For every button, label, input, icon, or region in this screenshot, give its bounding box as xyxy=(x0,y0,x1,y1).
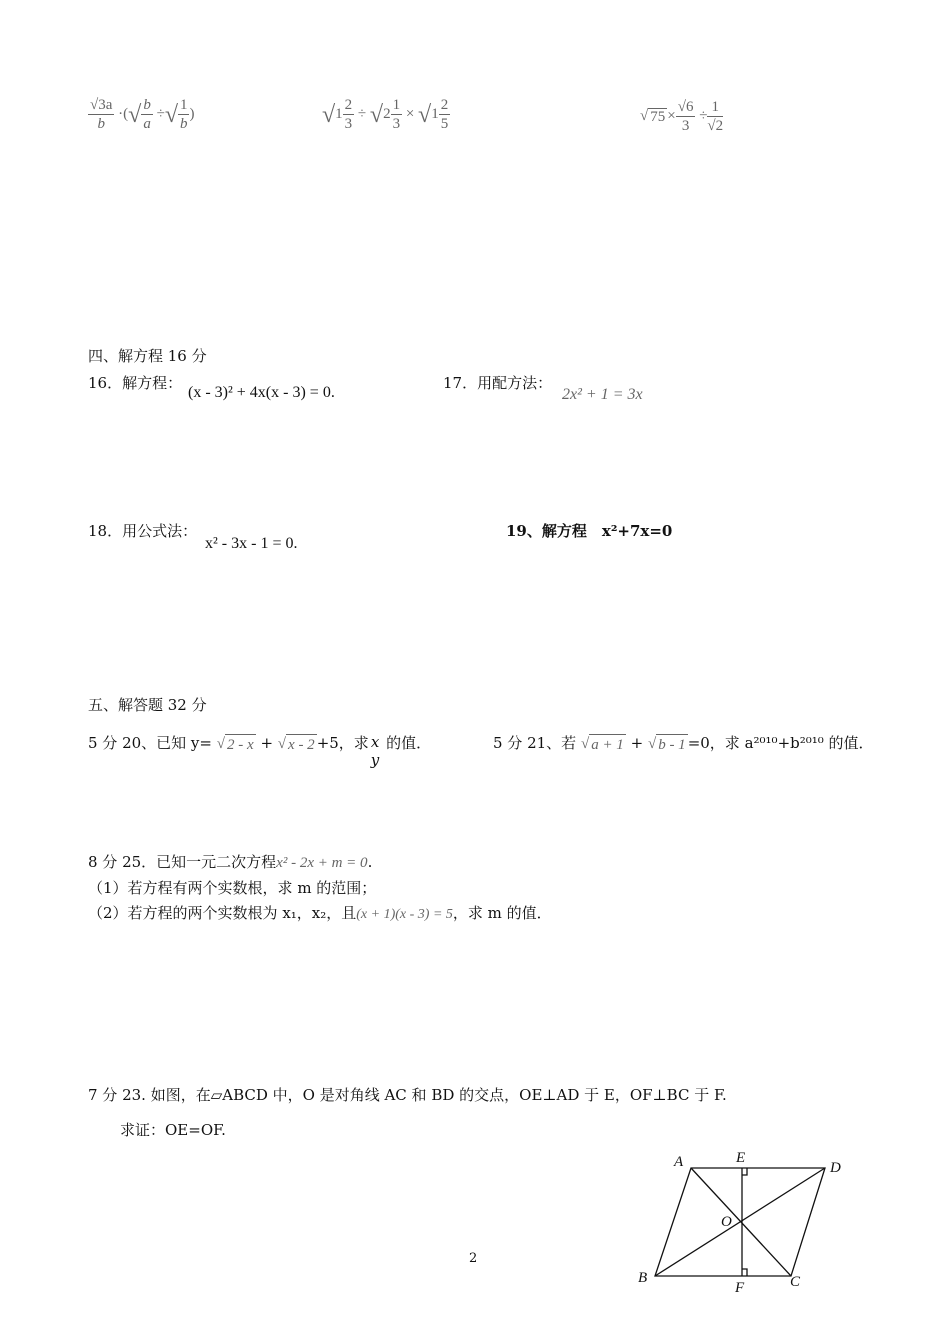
expression-2: √1 $\frac{2}{3}$ ÷ √2 $\frac{1}{3}$ × √1 $\frac{2}{5}$ xyxy=(322,97,449,132)
label-o: O xyxy=(721,1214,732,1230)
section-4-heading: 四、解方程 16 分 xyxy=(88,347,207,365)
q23-line-2: 求证：OE=OF. xyxy=(120,1121,226,1139)
label-b: B xyxy=(638,1270,648,1286)
q25-line-2: （1）若方程有两个实数根，求 m 的范围； xyxy=(88,879,377,897)
q16-label: 16．解方程： xyxy=(88,374,183,392)
parallelogram-figure xyxy=(630,1148,850,1298)
label-d: D xyxy=(830,1160,841,1176)
q23-line-1: 7 分 23. 如图，在▱ABCD 中，O 是对角线 AC 和 BD 的交点，OE⊥AD 于 E，OF⊥BC 于 F. xyxy=(88,1086,727,1104)
q17-equation: 2x² + 1 = 3x xyxy=(562,386,643,403)
q18-label: 18．用公式法： xyxy=(88,522,198,540)
q16-equation: (x - 3)² + 4x(x - 3) = 0. xyxy=(188,384,335,401)
page-number: 2 xyxy=(469,1251,478,1266)
q20: 5 分 20、已知 y= √ 2 - x + √ x - 2 +5，求 x y 的值． xyxy=(88,733,432,769)
label-a: A xyxy=(674,1154,684,1170)
q25-line-1: 8 分 25．已知一元二次方程x² - 2x + m = 0. xyxy=(88,853,373,871)
expression-3: √ 75 × $\frac{√6}{3}$ ÷ $\frac{1}{√2}$ xyxy=(640,99,724,134)
q25-line-3: （2）若方程的两个实数根为 x₁，x₂，且(x + 1)(x - 3) = 5，求 m 的值． xyxy=(88,904,552,922)
diagonal-bd xyxy=(655,1168,825,1276)
right-angle-f xyxy=(742,1269,747,1276)
label-f: F xyxy=(735,1280,745,1296)
section-5-heading: 五、解答题 32 分 xyxy=(88,696,207,714)
right-angle-e xyxy=(742,1168,747,1175)
q17-label: 17．用配方法： xyxy=(443,374,553,392)
label-c: C xyxy=(790,1274,801,1290)
label-e: E xyxy=(736,1150,746,1166)
q18-equation: x² - 3x - 1 = 0. xyxy=(205,535,298,552)
q21: 5 分 21、若 √ a + 1 + √ b - 1 =0，求 a²⁰¹⁰+b²⁰¹⁰ 的值． xyxy=(493,734,874,754)
q19: 19、解方程 x²+7x=0 xyxy=(506,522,673,540)
expression-1: $\frac{√3a}{b}$ ·(√ $\frac{b}{a}$ ÷√ $\frac{1}{b}$ ) xyxy=(90,97,195,132)
